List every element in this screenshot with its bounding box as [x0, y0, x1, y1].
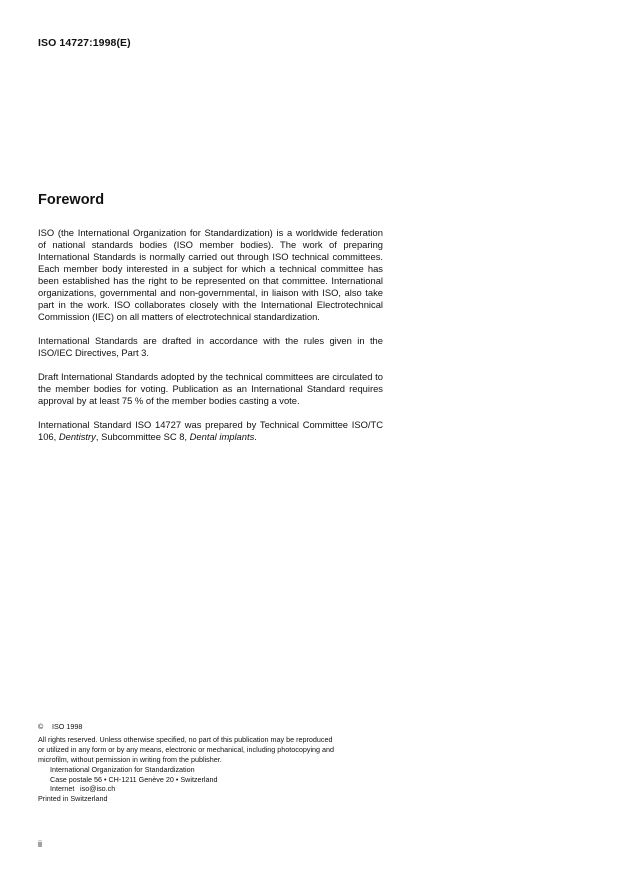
preparation-text-2: , Subcommittee SC 8,	[95, 431, 190, 442]
copyright-icon: ©	[38, 722, 44, 731]
rights-line: microfilm, without permission in writing from the publisher.	[38, 754, 222, 764]
document-id: ISO 14727:1998(E)	[38, 37, 131, 49]
rights-line: or utilized in any form or by any means, electronic or mechanical, including photocopying and	[38, 744, 335, 754]
paragraph-voting: Draft International Standards adopted by the technical committees are circulated to the member bodies for voting. Publication as an International Standard requires approval by at least 75 % of the member bodies casting a vote.	[38, 371, 383, 406]
subcommittee-name: Dental implants	[189, 431, 255, 442]
org-name: International Organization for Standardization	[50, 764, 195, 774]
section-title: Foreword	[38, 192, 105, 208]
printed-in: Printed in Switzerland	[38, 794, 108, 804]
email-link[interactable]: iso@iso.ch	[80, 784, 116, 794]
paragraph-preparation	[38, 419, 383, 443]
copyright-year: ISO 1998	[52, 722, 83, 731]
org-internet	[38, 784, 388, 794]
committee-name: Dentistry	[58, 431, 96, 442]
preparation-text-1: International Standard ISO 14727 was prepared by Technical Committee ISO/TC 106,	[38, 419, 383, 442]
paragraph-directives: International Standards are drafted in accordance with the rules given in the ISO/IEC Directives, Part 3.	[38, 335, 383, 358]
foreword-body	[38, 227, 383, 455]
paragraph-iso-intro: ISO (the International Organization for Standardization) is a worldwide federation of national standards bodies (ISO member bodies). The work of preparing International Standards is normally carried out through ISO technical committees. Each member body interested in a subject for which a technical committee has been established has the right to be represented on that committee. International organizations, governmental and non-governmental, in liaison with ISO, also take part in the work. ISO collaborates closely with the International Electrotechnical Commission (IEC) on all matters of electrotechnical standardization.	[38, 227, 383, 322]
copyright-notice	[38, 722, 388, 732]
org-address: Case postale 56 • CH-1211 Genève 20 • Switzerland	[50, 774, 218, 784]
internet-label: Internet	[50, 784, 75, 794]
copyright-block	[38, 722, 388, 804]
rights-line: All rights reserved. Unless otherwise specified, no part of this publication may be reproduced	[38, 734, 333, 744]
page-number: ii	[38, 839, 42, 849]
preparation-text-3: .	[254, 431, 257, 442]
